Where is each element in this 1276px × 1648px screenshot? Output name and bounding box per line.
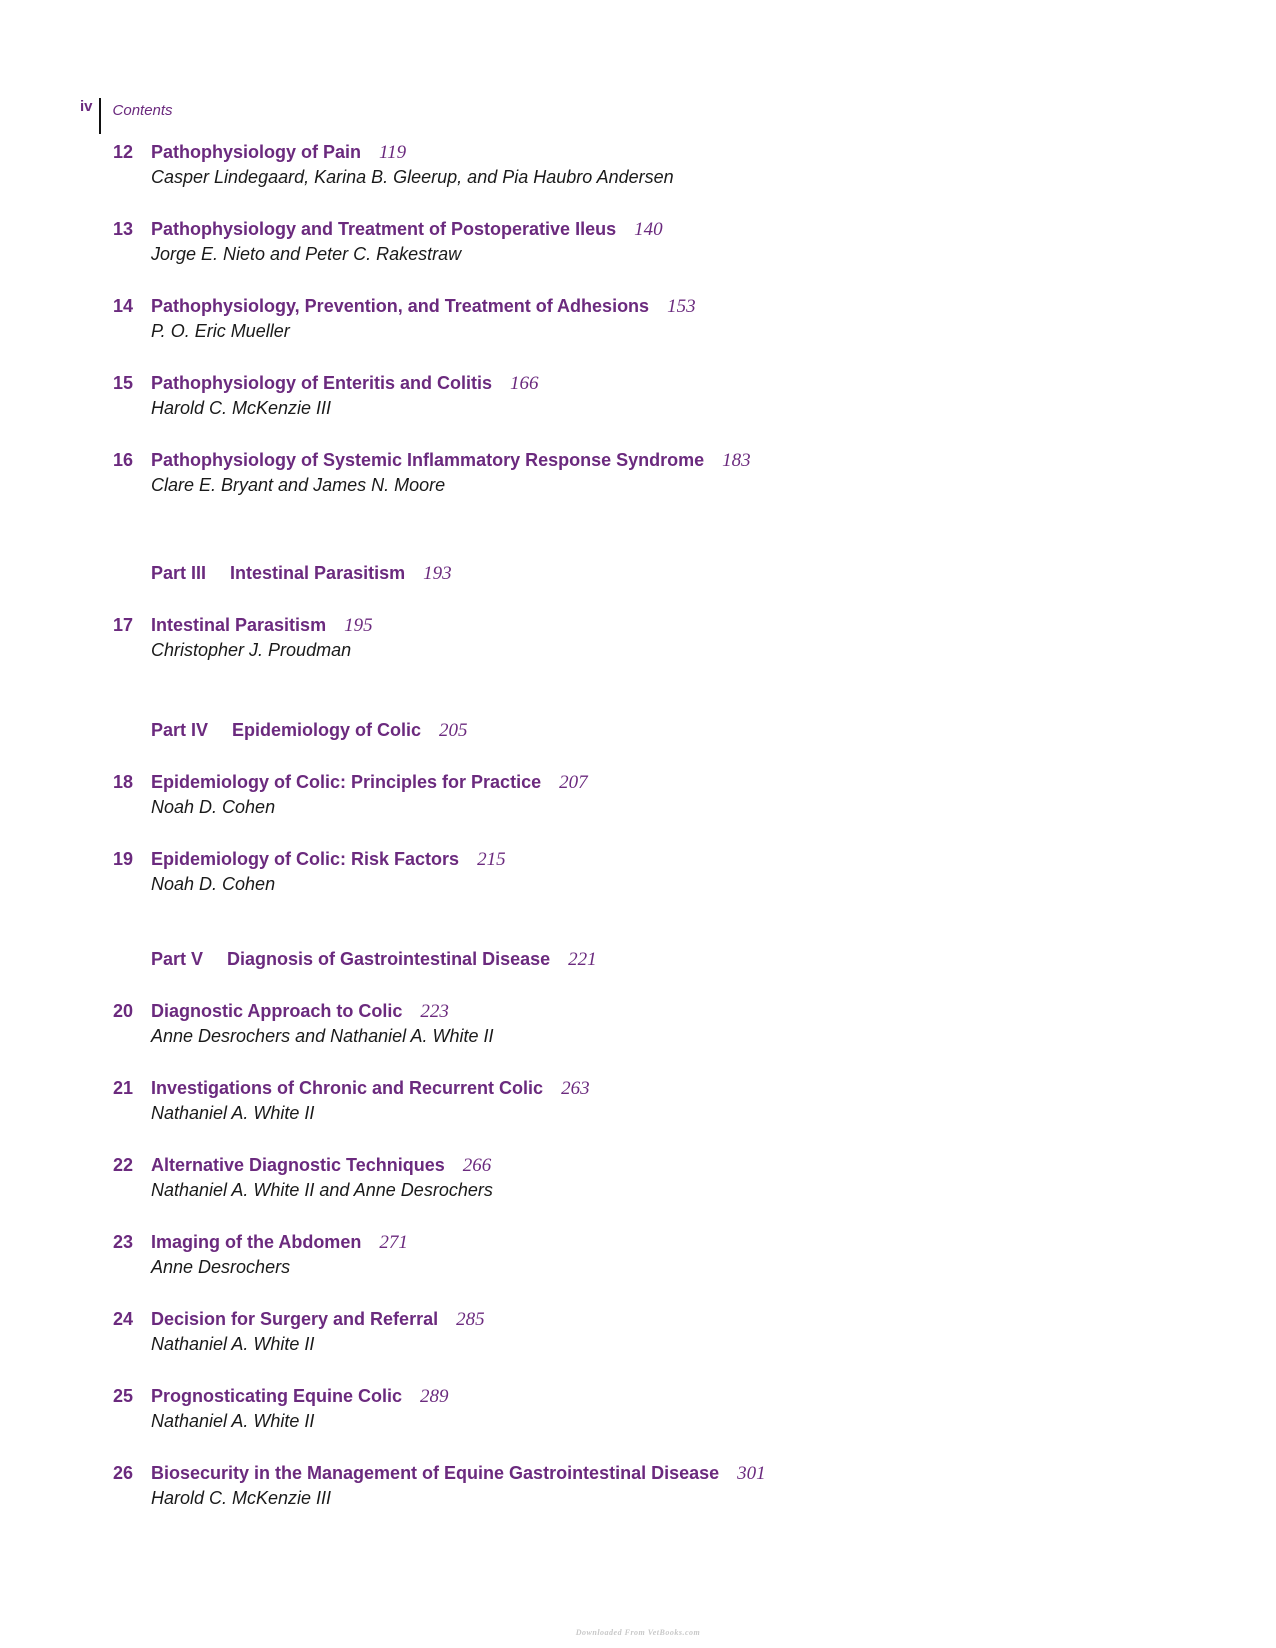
chapter-title-link[interactable] <box>151 216 663 243</box>
chapter-title: Prognosticating Equine Colic <box>151 1386 403 1406</box>
part-page-number: 205 <box>439 720 468 741</box>
toc-entry-chapter-22[interactable] <box>0 1152 900 1200</box>
chapter-title: Biosecurity in the Management of Equine Gastrointestinal Disease <box>151 1463 720 1483</box>
chapter-page-number: 289 <box>420 1386 449 1407</box>
part-title: Diagnosis of Gastrointestinal Disease <box>227 949 551 969</box>
chapter-title-link[interactable] <box>151 1306 485 1333</box>
chapter-page-number: 153 <box>667 296 696 317</box>
part-page-number: 193 <box>423 563 452 584</box>
chapter-page-number: 140 <box>634 219 663 240</box>
chapter-number: 18 <box>113 772 134 792</box>
chapter-number: 24 <box>113 1309 134 1329</box>
toc-entry-chapter-14[interactable] <box>0 293 900 341</box>
toc-entry-chapter-24[interactable] <box>0 1306 900 1354</box>
chapter-authors: Nathaniel A. White II <box>151 1334 315 1354</box>
chapter-page-number: 271 <box>379 1232 408 1253</box>
chapter-title: Investigations of Chronic and Recurrent Colic <box>151 1078 544 1098</box>
chapter-authors: Anne Desrochers and Nathaniel A. White II <box>151 1026 494 1046</box>
chapter-title-link[interactable] <box>151 1229 408 1256</box>
chapter-title-link[interactable] <box>151 370 539 397</box>
part-label: Part III <box>151 563 207 583</box>
chapter-title: Pathophysiology of Pain <box>151 142 362 162</box>
toc-part-4[interactable] <box>151 717 468 743</box>
chapter-title: Decision for Surgery and Referral <box>151 1309 439 1329</box>
toc-entry-chapter-18[interactable] <box>0 769 900 817</box>
chapter-authors: Nathaniel A. White II <box>151 1103 315 1123</box>
toc-entry-chapter-26[interactable] <box>0 1460 900 1508</box>
chapter-page-number: 195 <box>344 615 373 636</box>
chapter-title: Epidemiology of Colic: Risk Factors <box>151 849 460 869</box>
chapter-title-link[interactable] <box>151 1075 590 1102</box>
toc-part-5[interactable] <box>151 946 597 972</box>
chapter-number: 19 <box>113 849 134 869</box>
chapter-title: Pathophysiology, Prevention, and Treatment of Adhesions <box>151 296 650 316</box>
toc-entry-chapter-20[interactable] <box>0 998 900 1046</box>
chapter-title: Pathophysiology and Treatment of Postoperative Ileus <box>151 219 617 239</box>
chapter-number: 13 <box>113 219 134 239</box>
part-title: Intestinal Parasitism <box>230 563 406 583</box>
toc-entry-chapter-17[interactable] <box>0 612 900 660</box>
chapter-title: Pathophysiology of Enteritis and Colitis <box>151 373 493 393</box>
chapter-number: 15 <box>113 373 134 393</box>
chapter-page-number: 119 <box>379 142 407 163</box>
chapter-page-number: 266 <box>462 1155 492 1176</box>
chapter-title-link[interactable] <box>151 846 506 873</box>
toc-entry-chapter-25[interactable] <box>0 1383 900 1431</box>
chapter-number: 17 <box>113 615 134 635</box>
chapter-page-number: 263 <box>561 1078 590 1099</box>
chapter-number: 26 <box>113 1463 134 1483</box>
chapter-number: 21 <box>113 1078 134 1098</box>
chapter-title-link[interactable] <box>151 1152 491 1179</box>
chapter-authors: Noah D. Cohen <box>151 874 276 894</box>
chapter-title-link[interactable] <box>151 1383 449 1410</box>
chapter-title-link[interactable] <box>151 612 373 639</box>
chapter-authors: Casper Lindegaard, Karina B. Gleerup, and Pia Haubro Andersen <box>151 167 674 187</box>
chapter-authors: Jorge E. Nieto and Peter C. Rakestraw <box>151 244 462 264</box>
chapter-authors: Clare E. Bryant and James N. Moore <box>151 475 446 495</box>
chapter-number: 12 <box>113 142 134 162</box>
chapter-number: 25 <box>113 1386 134 1406</box>
toc-entry-chapter-19[interactable] <box>0 846 900 894</box>
chapter-title: Pathophysiology of Systemic Inflammatory Response Syndrome <box>151 450 705 470</box>
page-folio: iv <box>80 98 93 115</box>
download-watermark: Downloaded From VetBooks.com <box>575 1628 701 1637</box>
chapter-authors: P. O. Eric Mueller <box>151 321 290 341</box>
chapter-page-number: 301 <box>737 1463 766 1484</box>
chapter-authors: Harold C. McKenzie III <box>151 398 332 418</box>
chapter-page-number: 183 <box>722 450 751 471</box>
chapter-page-number: 223 <box>420 1001 449 1022</box>
chapter-title: Intestinal Parasitism <box>151 615 327 635</box>
part-page-number: 221 <box>568 949 597 970</box>
chapter-title-link[interactable] <box>151 139 406 166</box>
chapter-authors: Nathaniel A. White II and Anne Desrochers <box>151 1180 493 1200</box>
part-label: Part IV <box>151 720 209 740</box>
chapter-number: 20 <box>113 1001 134 1021</box>
chapter-title: Alternative Diagnostic Techniques <box>151 1155 445 1175</box>
chapter-title: Imaging of the Abdomen <box>151 1232 362 1252</box>
toc-entry-chapter-15[interactable] <box>0 370 900 418</box>
chapter-page-number: 207 <box>559 772 588 793</box>
chapter-title: Epidemiology of Colic: Principles for Practice <box>151 772 542 792</box>
chapter-authors: Harold C. McKenzie III <box>151 1488 332 1508</box>
chapter-number: 14 <box>113 296 134 316</box>
part-label: Part V <box>151 949 204 969</box>
chapter-number: 16 <box>113 450 134 470</box>
part-title: Epidemiology of Colic <box>232 720 422 740</box>
chapter-number: 22 <box>113 1155 134 1175</box>
chapter-number: 23 <box>113 1232 134 1252</box>
chapter-page-number: 215 <box>477 849 506 870</box>
running-head-section: Contents <box>112 102 173 119</box>
chapter-authors: Christopher J. Proudman <box>151 640 352 660</box>
toc-entry-chapter-23[interactable] <box>0 1229 900 1277</box>
toc-entry-chapter-21[interactable] <box>0 1075 900 1123</box>
toc-part-3[interactable] <box>151 560 452 586</box>
chapter-authors: Anne Desrochers <box>151 1257 291 1277</box>
chapter-title-link[interactable] <box>151 447 751 474</box>
chapter-page-number: 166 <box>510 373 539 394</box>
chapter-title-link[interactable] <box>151 1460 766 1487</box>
chapter-authors: Noah D. Cohen <box>151 797 276 817</box>
toc-entry-chapter-12[interactable] <box>0 139 900 187</box>
chapter-authors: Nathaniel A. White II <box>151 1411 315 1431</box>
chapter-title: Diagnostic Approach to Colic <box>151 1001 403 1021</box>
chapter-page-number: 285 <box>456 1309 485 1330</box>
chapter-title-link[interactable] <box>151 293 696 320</box>
chapter-title-link[interactable] <box>151 998 449 1025</box>
toc-entry-chapter-13[interactable] <box>0 216 900 264</box>
chapter-title-link[interactable] <box>151 769 588 796</box>
toc-entry-chapter-16[interactable] <box>0 447 900 495</box>
